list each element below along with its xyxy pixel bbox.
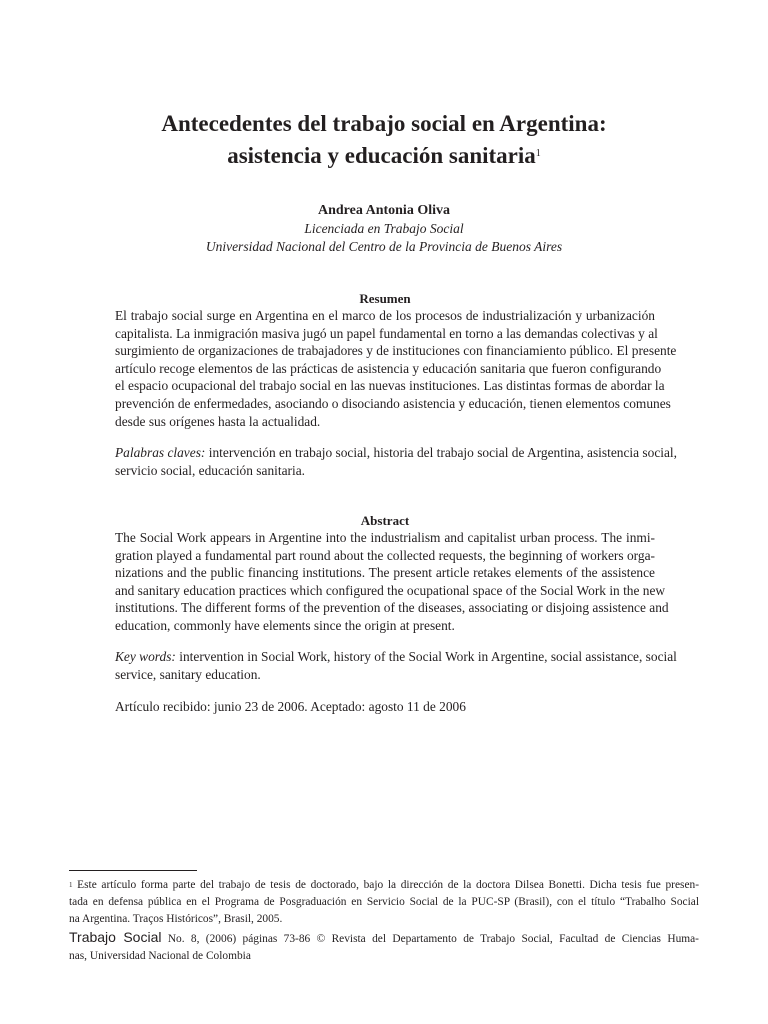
- palabras-claves-text: intervención en trabajo social, historia del trabajo social de Argentina, asistencia social,: [208, 445, 678, 460]
- resumen-line: prevención de enfermedades, asociando o disociando asistencia y educación, tienen elementos comunes: [115, 395, 671, 411]
- footnote-line: na Argentina. Traços Históricos”, Brasil, 2005.: [69, 913, 283, 925]
- abstract-line: and sanitary education practices which configured the ocupational space of the Social Work in the new: [115, 582, 666, 598]
- key-words-line: [115, 648, 677, 666]
- resumen-line: El trabajo social surge en Argentina en el marco de los procesos de industrialización y urbanización: [115, 308, 655, 323]
- key-words-text: intervention in Social Work, history of the Social Work in Argentine, social assistance, social: [179, 649, 677, 664]
- title-line-2-text: asistencia y educación sanitaria: [227, 143, 536, 168]
- abstract-section: [115, 512, 669, 635]
- article-title: [0, 108, 768, 172]
- resumen-line: artículo recoge elementos de las prácticas de asistencia y educación sanitaria que fueron configurando: [115, 360, 662, 376]
- footnote-divider: [69, 870, 197, 871]
- key-words-label: Key words:: [115, 649, 176, 664]
- resumen-section: [115, 290, 677, 430]
- resumen-line: desde sus orígenes hasta la actualidad.: [115, 413, 321, 429]
- resumen-line: capitalista. La inmigración masiva jugó un papel fundamental en torno a las demandas colectivas y al: [115, 325, 658, 341]
- abstract-line: gration played a fundamental part round about the collected requests, the beginning of workers orga-: [115, 547, 655, 563]
- resumen-line: el espacio ocupacional del trabajo social en las nuevas instituciones. Las distintas formas de abordar la: [115, 378, 665, 394]
- citation-details: No. 8, (2006) páginas 73-86 © Revista del Departamento de Trabajo Social, Facultad de Ciencias Huma-: [167, 933, 699, 945]
- key-words-section: [115, 648, 677, 683]
- resumen-line: surgimiento de organizaciones de trabajadores y de instituciones con financiamiento público. El presente: [115, 343, 677, 359]
- received-section: [115, 698, 655, 716]
- key-words-body: [115, 648, 677, 683]
- palabras-claves-label: Palabras claves:: [115, 445, 206, 460]
- journal-citation: [69, 929, 699, 965]
- footnote-line: tada en defensa pública en el Programa de Posgraduación en Servicio Social de la PUC-SP (Brasil), con el título “Trabalho Social: [69, 896, 699, 908]
- footnote-marker: 1: [69, 881, 73, 889]
- author-degree: Licenciada en Trabajo Social: [304, 221, 464, 236]
- title-line-1: Antecedentes del trabajo social en Argentina:: [161, 111, 607, 136]
- palabras-claves-line: [115, 444, 678, 462]
- abstract-line: institutions. The different forms of the prevention of the diseases, associating or disjoing assistence and: [115, 600, 669, 616]
- palabras-claves-line: servicio social, educación sanitaria.: [115, 462, 305, 478]
- abstract-line: education, commonly have elements since the origin at present.: [115, 617, 455, 633]
- author-institution: Universidad Nacional del Centro de la Provincia de Buenos Aires: [205, 239, 563, 254]
- palabras-claves-body: [115, 444, 678, 479]
- footnote-text: Este artículo forma parte del trabajo de tesis de doctorado, bajo la dirección de la doctora Dilsea Bonetti. Dicha tesis fue presen-: [77, 879, 699, 891]
- resumen-body: [115, 307, 677, 430]
- author-block: [0, 202, 768, 256]
- title-line-2: [0, 140, 768, 172]
- citation-line: nas, Universidad Nacional de Colombia: [69, 950, 251, 962]
- palabras-claves-section: [115, 444, 678, 479]
- resumen-heading: Resumen: [359, 291, 411, 306]
- abstract-line: The Social Work appears in Argentine into the industrialism and capitalist urban process. The inmi-: [115, 530, 655, 545]
- key-words-line: service, sanitary education.: [115, 666, 261, 682]
- received-dates: Artículo recibido: junio 23 de 2006. Aceptado: agosto 11 de 2006: [115, 699, 466, 714]
- journal-name: Trabajo Social: [69, 929, 162, 945]
- abstract-body: [115, 529, 669, 635]
- footnote: [69, 877, 699, 928]
- footnote-line: [69, 877, 699, 894]
- author-name: Andrea Antonia Oliva: [318, 203, 450, 218]
- title-footnote-marker[interactable]: 1: [535, 148, 541, 159]
- abstract-line: nizations and the public financing institutions. The present article retakes elements of the assistence: [115, 565, 655, 581]
- citation-line: [69, 929, 699, 948]
- abstract-heading: Abstract: [360, 513, 410, 528]
